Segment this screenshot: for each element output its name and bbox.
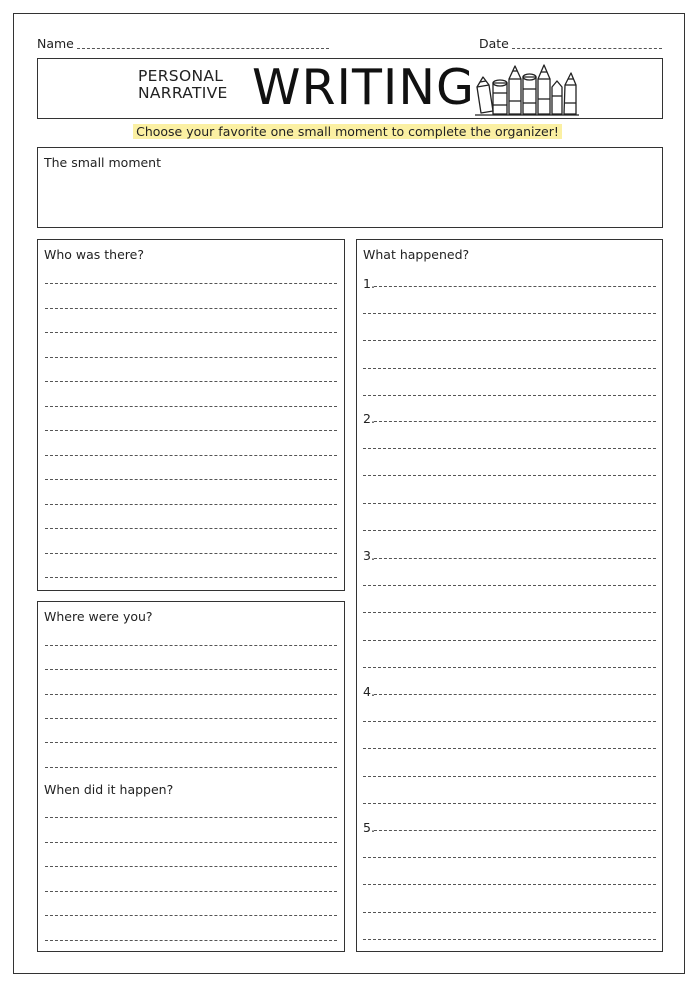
what-writing-line[interactable]	[374, 421, 656, 422]
what-writing-line[interactable]	[363, 395, 656, 396]
what-writing-line[interactable]	[374, 286, 656, 287]
step-number: 3.	[363, 548, 375, 563]
where-writing-line[interactable]	[45, 669, 337, 670]
date-line[interactable]	[512, 48, 662, 49]
what-writing-line[interactable]	[363, 340, 656, 341]
step-number: 2.	[363, 411, 375, 426]
where-writing-line[interactable]	[45, 694, 337, 695]
date-label: Date	[479, 36, 509, 51]
who-writing-line[interactable]	[45, 504, 337, 505]
what-writing-line[interactable]	[363, 912, 656, 913]
what-writing-line[interactable]	[363, 612, 656, 613]
where-writing-line[interactable]	[45, 718, 337, 719]
what-writing-line[interactable]	[363, 667, 656, 668]
where-were-you-label: Where were you?	[44, 609, 153, 624]
what-writing-line[interactable]	[363, 448, 656, 449]
when-writing-line[interactable]	[45, 842, 337, 843]
name-label: Name	[37, 36, 74, 51]
when-writing-line[interactable]	[45, 915, 337, 916]
who-writing-line[interactable]	[45, 357, 337, 358]
who-was-there-box	[37, 239, 345, 591]
step-number: 1.	[363, 276, 375, 291]
where-writing-line[interactable]	[45, 742, 337, 743]
instructions-text: Choose your favorite one small moment to complete the organizer!	[133, 124, 562, 139]
what-writing-line[interactable]	[363, 585, 656, 586]
where-when-box	[37, 601, 345, 952]
who-writing-line[interactable]	[45, 308, 337, 309]
pencils-and-crayons-icon	[475, 63, 591, 117]
where-writing-line[interactable]	[45, 645, 337, 646]
when-writing-line[interactable]	[45, 940, 337, 941]
what-writing-line[interactable]	[363, 313, 656, 314]
who-writing-line[interactable]	[45, 332, 337, 333]
who-writing-line[interactable]	[45, 430, 337, 431]
what-writing-line[interactable]	[363, 884, 656, 885]
what-writing-line[interactable]	[363, 530, 656, 531]
title-banner	[37, 58, 663, 119]
who-writing-line[interactable]	[45, 479, 337, 480]
title-writing: WRITING	[252, 59, 475, 116]
small-moment-label: The small moment	[44, 155, 162, 170]
who-writing-line[interactable]	[45, 406, 337, 407]
when-writing-line[interactable]	[45, 817, 337, 818]
who-was-there-label: Who was there?	[44, 247, 144, 262]
when-writing-line[interactable]	[45, 891, 337, 892]
when-did-it-happen-label: When did it happen?	[44, 782, 174, 797]
when-writing-line[interactable]	[45, 866, 337, 867]
where-writing-line[interactable]	[45, 767, 337, 768]
who-writing-line[interactable]	[45, 455, 337, 456]
what-writing-line[interactable]	[363, 640, 656, 641]
what-writing-line[interactable]	[363, 776, 656, 777]
title-small	[138, 68, 228, 102]
small-moment-box[interactable]	[37, 147, 663, 228]
what-writing-line[interactable]	[363, 803, 656, 804]
what-writing-line[interactable]	[363, 503, 656, 504]
what-writing-line[interactable]	[363, 748, 656, 749]
what-happened-label: What happened?	[363, 247, 470, 262]
what-writing-line[interactable]	[363, 939, 656, 940]
what-writing-line[interactable]	[363, 721, 656, 722]
title-line-personal: PERSONAL	[138, 67, 224, 85]
what-happened-box	[356, 239, 663, 952]
who-writing-line[interactable]	[45, 528, 337, 529]
what-writing-line[interactable]	[363, 857, 656, 858]
who-writing-line[interactable]	[45, 577, 337, 578]
step-number: 5.	[363, 820, 375, 835]
what-writing-line[interactable]	[374, 694, 656, 695]
what-writing-line[interactable]	[374, 558, 656, 559]
who-writing-line[interactable]	[45, 381, 337, 382]
what-writing-line[interactable]	[363, 368, 656, 369]
step-number: 4.	[363, 684, 375, 699]
name-line[interactable]	[77, 48, 329, 49]
title-line-narrative: NARRATIVE	[138, 84, 228, 102]
what-writing-line[interactable]	[374, 830, 656, 831]
who-writing-line[interactable]	[45, 283, 337, 284]
what-writing-line[interactable]	[363, 475, 656, 476]
who-writing-line[interactable]	[45, 553, 337, 554]
